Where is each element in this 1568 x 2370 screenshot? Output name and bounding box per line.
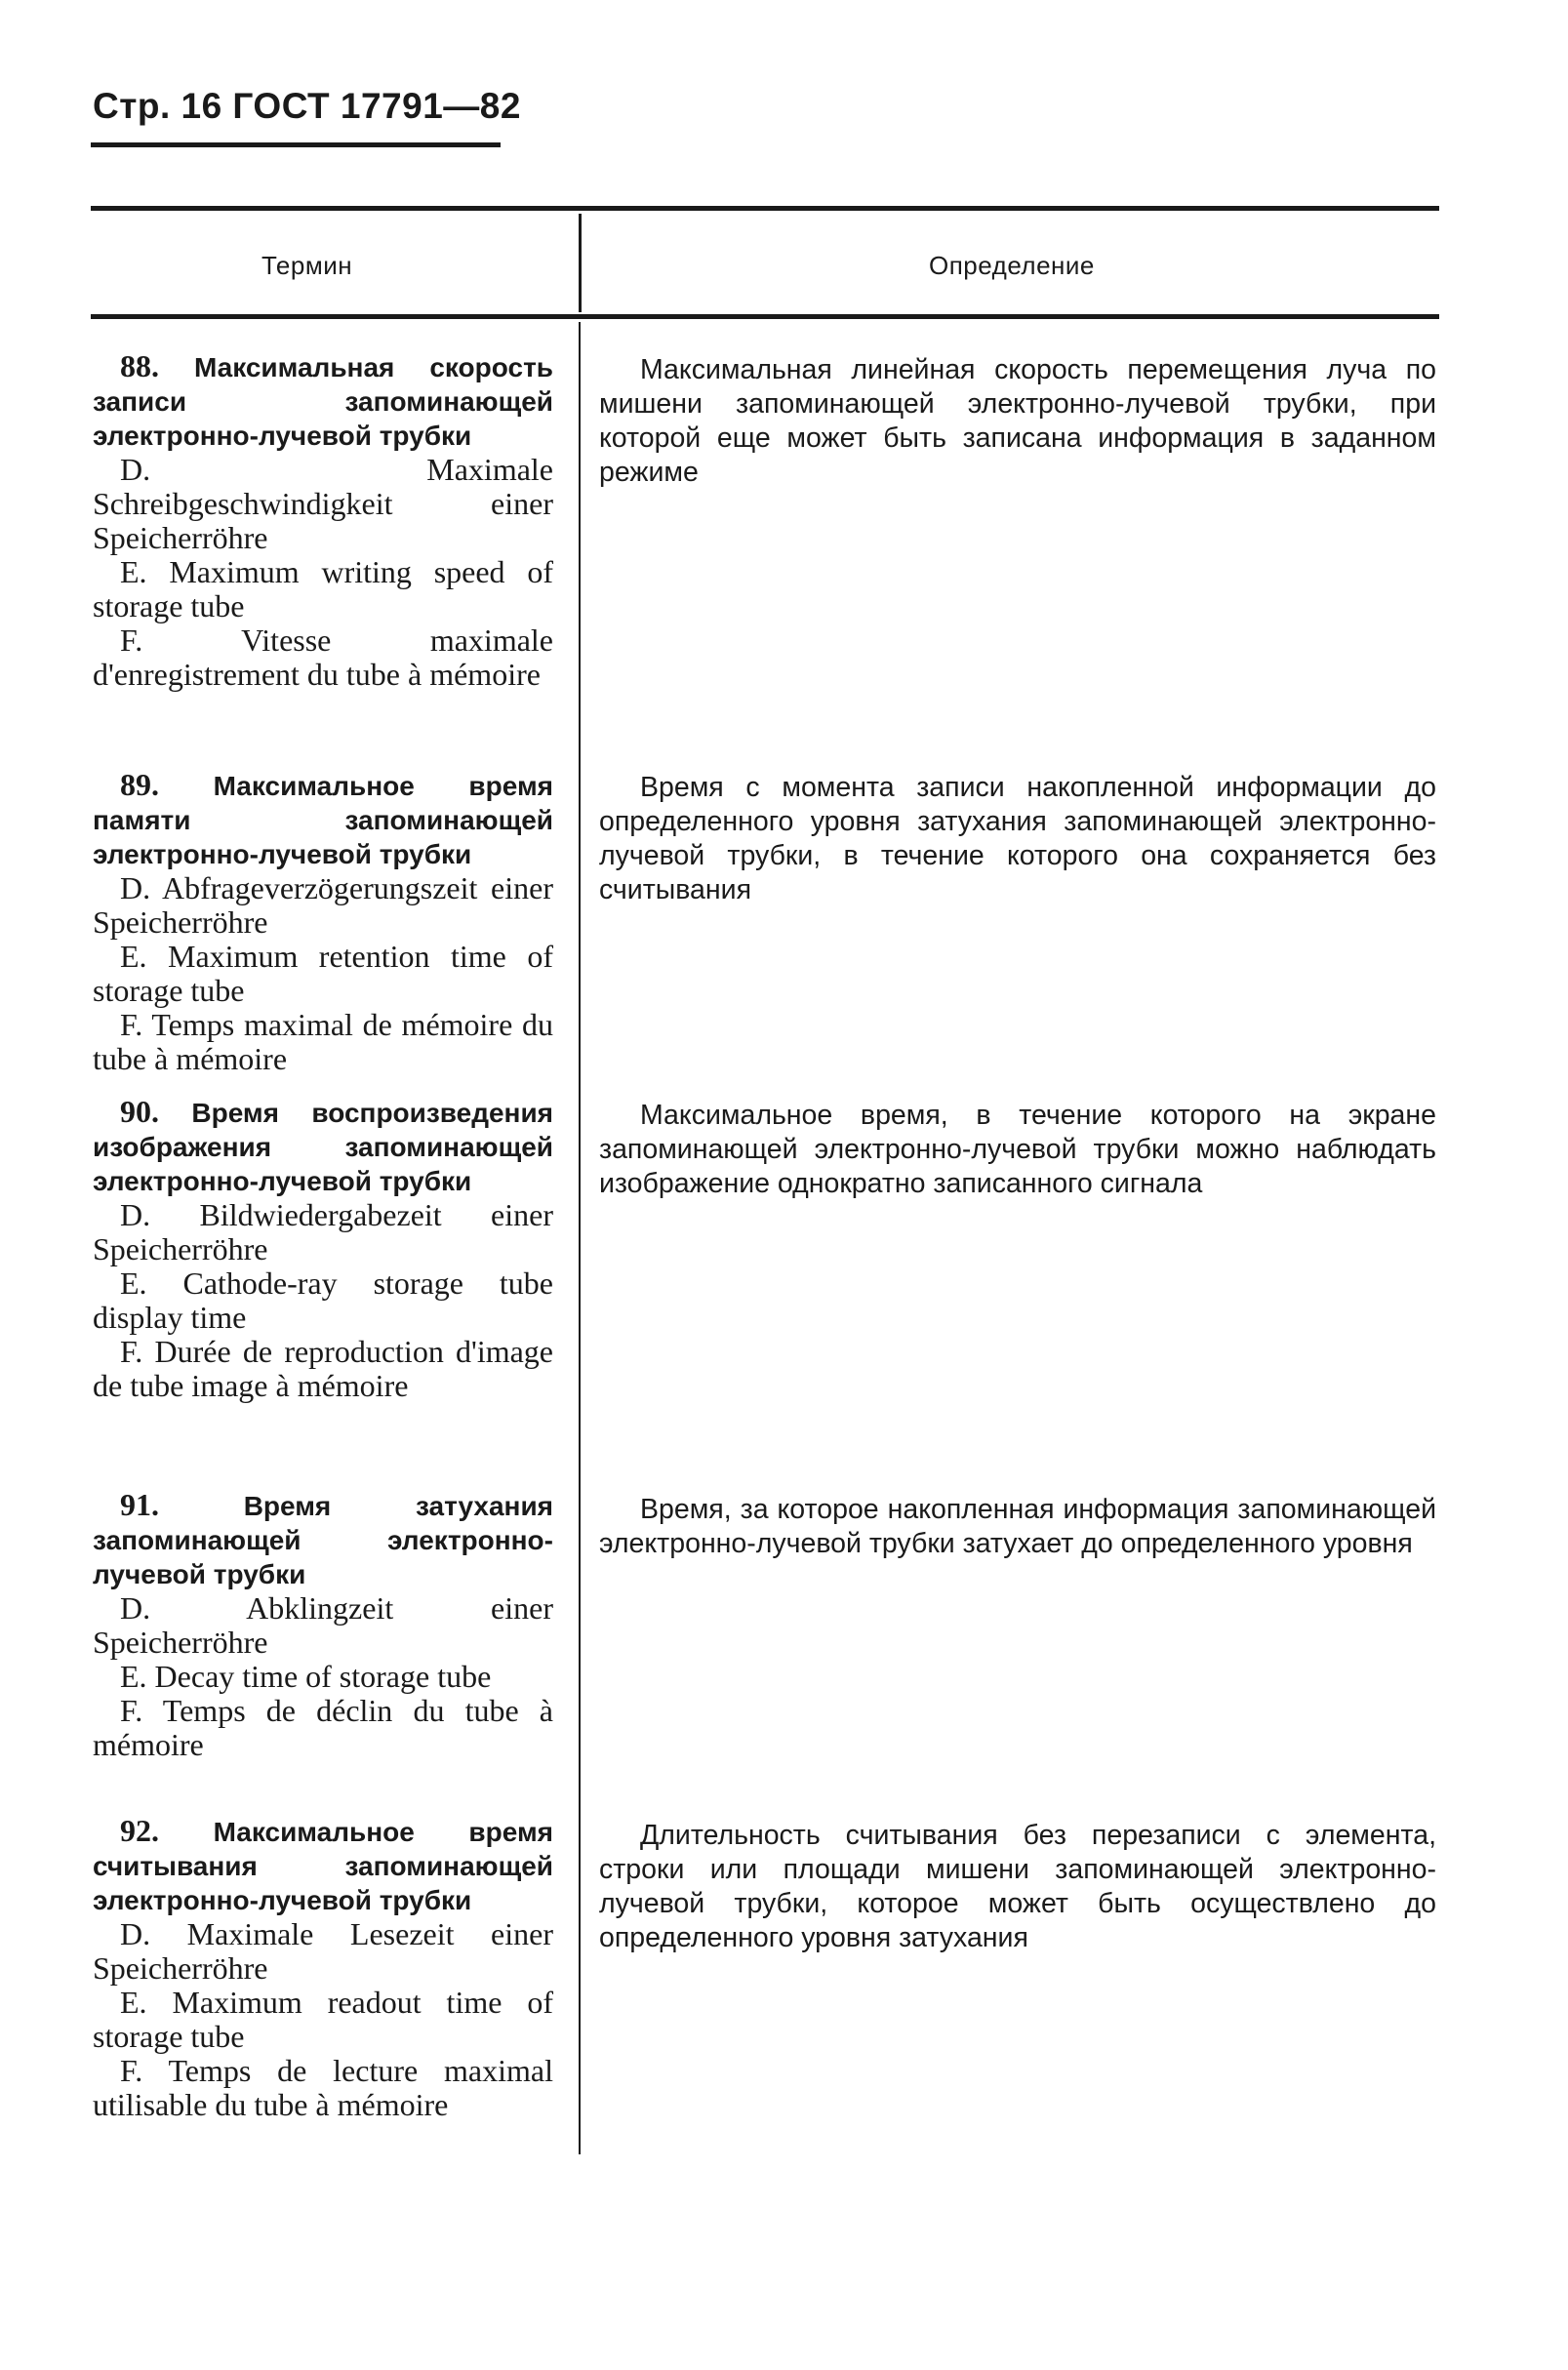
term-entry-92 (93, 1814, 553, 2122)
term-number: 91. (120, 1487, 159, 1522)
term-name: Максимальная скорость записи запоминающей электронно-лучевой трубки (93, 352, 553, 451)
term-english: E. Maximum readout time of storage tube (93, 1985, 553, 2054)
column-divider (579, 322, 581, 2154)
term-name: Максимальное время считывания запоминающей электронно-лучевой трубки (93, 1817, 553, 1915)
column-header-term: Термин (261, 251, 353, 280)
term-title (93, 1488, 553, 1591)
term-entry-89 (93, 768, 553, 1076)
term-german: D. Bildwiedergabezeit einer Speicherröhre (93, 1197, 553, 1266)
term-title (93, 1814, 553, 1917)
term-number: 89. (120, 767, 159, 802)
definition-text: Длительность считывания без перезаписи с элемента, строки или площади мишени запоминающей электронно-лучевой трубки, которое может быть осуществлено до определенного уровня затухания (599, 1820, 1436, 1953)
page-header: Стр. 16 ГОСТ 17791—82 (93, 86, 521, 126)
definition-88 (599, 353, 1436, 490)
term-number: 90. (120, 1094, 159, 1129)
term-german: D. Abfrageverzögerungszeit einer Speicherröhre (93, 870, 553, 940)
term-number: 88. (120, 348, 159, 383)
definition-text: Время, за которое накопленная информация запоминающей электронно-лучевой трубки затухает до определенного уровня (599, 1494, 1436, 1559)
table-head-rule (91, 314, 1439, 319)
term-title (93, 1095, 553, 1198)
definition-text: Время с момента записи накопленной информации до определенного уровня затухания запоминающей электронно-лучевой трубки, в течение которого она сохраняется без считывания (599, 772, 1436, 905)
term-german: D. Abklingzeit einer Speicherröhre (93, 1590, 553, 1660)
definition-90 (599, 1099, 1436, 1201)
column-header-definition: Определение (929, 251, 1095, 280)
term-french: F. Temps de déclin du tube à mémoire (93, 1693, 553, 1762)
table-top-rule (91, 206, 1439, 211)
column-header-divider (579, 214, 582, 312)
term-name: Время затухания запоминающей электронно-лучевой трубки (93, 1491, 553, 1589)
definition-92 (599, 1819, 1436, 1955)
term-english: E. Decay time of storage tube (120, 1659, 492, 1694)
definition-text: Максимальная линейная скорость перемещения луча по мишени запоминающей электронно-лучевой трубки, при которой еще может быть записана информация в заданном режиме (599, 354, 1436, 488)
term-title (93, 349, 553, 453)
term-entry-88 (93, 349, 553, 692)
definition-89 (599, 771, 1436, 907)
term-french: F. Vitesse maximale d'enregistrement du tube à mémoire (93, 623, 553, 692)
term-german: D. Maximale Schreibgeschwindigkeit einer Speicherröhre (93, 452, 553, 555)
term-german: D. Maximale Lesezeit einer Speicherröhre (93, 1916, 553, 1986)
term-title (93, 768, 553, 871)
term-english: E. Cathode-ray storage tube display time (93, 1265, 553, 1335)
term-entry-90 (93, 1095, 553, 1403)
term-name: Максимальное время памяти запоминающей электронно-лучевой трубки (93, 771, 553, 869)
term-entry-91 (93, 1488, 553, 1762)
term-french: F. Temps de lecture maximal utilisable du tube à mémoire (93, 2053, 553, 2122)
definition-91 (599, 1493, 1436, 1561)
term-number: 92. (120, 1813, 159, 1848)
term-french: F. Durée de reproduction d'image de tube image à mémoire (93, 1334, 553, 1403)
definition-text: Максимальное время, в течение которого на экране запоминающей электронно-лучевой трубки можно наблюдать изображение однократно записанного сигнала (599, 1100, 1436, 1199)
term-name: Время воспроизведения изображения запоминающей электронно-лучевой трубки (93, 1098, 554, 1196)
term-english: E. Maximum retention time of storage tube (93, 939, 553, 1008)
header-rule (91, 142, 501, 147)
term-english: E. Maximum writing speed of storage tube (93, 554, 553, 623)
term-french: F. Temps maximal de mémoire du tube à mémoire (93, 1007, 553, 1076)
